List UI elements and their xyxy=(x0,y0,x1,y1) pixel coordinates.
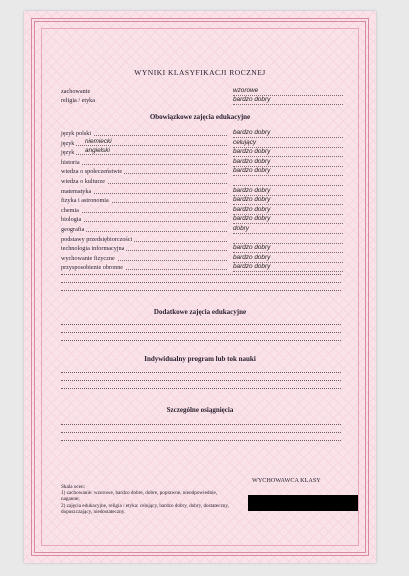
page-title: WYNIKI KLASYFIKACJI ROCZNEJ xyxy=(134,68,266,77)
section-achievements-heading: Szczególne osiągnięcia xyxy=(166,406,234,414)
religion-value: bardzo dobry xyxy=(233,96,343,105)
subject-grade: bardzo dobry xyxy=(233,263,343,272)
subject-grade: bardzo dobry xyxy=(233,196,343,205)
subject-label: wychowanie fizyczne xyxy=(61,254,115,262)
subject-language: niemiecki xyxy=(85,137,112,145)
dotted-leader xyxy=(61,212,227,213)
blank-line xyxy=(61,424,341,425)
footnote-line-1: 1) zachowanie: wzorowe, bardzo dobre, dobre, poprawne, nieodpowiednie, naganne; xyxy=(61,490,218,503)
subject-grade: celujący xyxy=(233,139,343,148)
subject-label: język xyxy=(61,149,75,157)
grading-scale-footnote xyxy=(61,484,231,515)
subject-grade: bardzo dobry xyxy=(233,167,343,176)
subject-grade: bardzo dobry xyxy=(233,129,343,138)
subject-label: język xyxy=(61,139,75,147)
subject-grade: dobry xyxy=(233,225,343,234)
redacted-signature xyxy=(248,495,358,511)
certificate-page xyxy=(24,11,376,563)
subject-grade: bardzo dobry xyxy=(233,215,343,224)
section-additional-heading: Dodatkowe zajęcia edukacyjne xyxy=(153,308,247,316)
blank-line xyxy=(61,388,341,389)
dotted-leader xyxy=(61,164,227,165)
subject-grade: bardzo dobry xyxy=(233,206,343,215)
section-individual-heading: Indywidualny program lub tok nauki xyxy=(144,355,256,363)
blank-line xyxy=(61,290,341,291)
blank-line xyxy=(61,332,341,333)
subject-label: podstawy przedsiębiorczości xyxy=(61,235,133,243)
subject-row xyxy=(61,264,361,273)
subject-label: język polski xyxy=(61,130,92,137)
subject-label: technologia informacyjna xyxy=(61,245,125,253)
subject-language: angielski xyxy=(85,147,110,155)
dotted-leader xyxy=(61,145,227,146)
blank-line xyxy=(61,432,341,433)
subject-grade: bardzo dobry xyxy=(233,158,343,167)
blank-line xyxy=(61,324,341,325)
subject-label: wiedza o społeczeństwie xyxy=(61,168,123,176)
subject-grade: bardzo dobry xyxy=(233,244,343,253)
subject-label: geografia xyxy=(61,226,85,233)
subject-label: przysposobienie obronne xyxy=(61,264,124,272)
blank-line xyxy=(61,282,341,283)
subject-label: matematyka xyxy=(61,187,92,195)
blank-line xyxy=(61,274,341,275)
footnote-heading: Skala ocen: xyxy=(61,484,86,490)
subject-label: wiedza o kulturze xyxy=(61,178,105,185)
religion-label: religia / etyka xyxy=(61,97,96,104)
dotted-leader xyxy=(61,154,227,155)
subject-label: biologia xyxy=(61,216,82,224)
blank-line xyxy=(61,372,341,373)
subject-grade: bardzo dobry xyxy=(233,254,343,263)
religion-row xyxy=(61,97,361,106)
subject-grade: bardzo dobry xyxy=(233,148,343,157)
subject-label: fizyka i astronomia xyxy=(61,197,109,205)
subject-grade: bardzo dobry xyxy=(233,187,343,196)
signature-label: WYCHOWAWCA KLASY xyxy=(252,477,321,484)
subject-label: historia xyxy=(61,158,80,166)
subject-grade xyxy=(233,177,343,186)
subject-label: chemia xyxy=(61,206,79,214)
behavior-label: zachowanie xyxy=(61,88,91,95)
section-mandatory-heading: Obowiązkowe zajęcia edukacyjne xyxy=(149,113,251,121)
footnote-line-2: 2) zajęcia edukacyjne, religia / etyka: celujący, bardzo dobry, dobry, dostateczny, dopuszczający, niedostateczny. xyxy=(61,502,229,515)
subject-grade xyxy=(233,235,343,244)
blank-line xyxy=(61,440,341,441)
blank-line xyxy=(61,340,341,341)
dotted-leader xyxy=(61,221,227,222)
blank-line xyxy=(61,380,341,381)
behavior-value: wzorowe xyxy=(233,87,343,96)
